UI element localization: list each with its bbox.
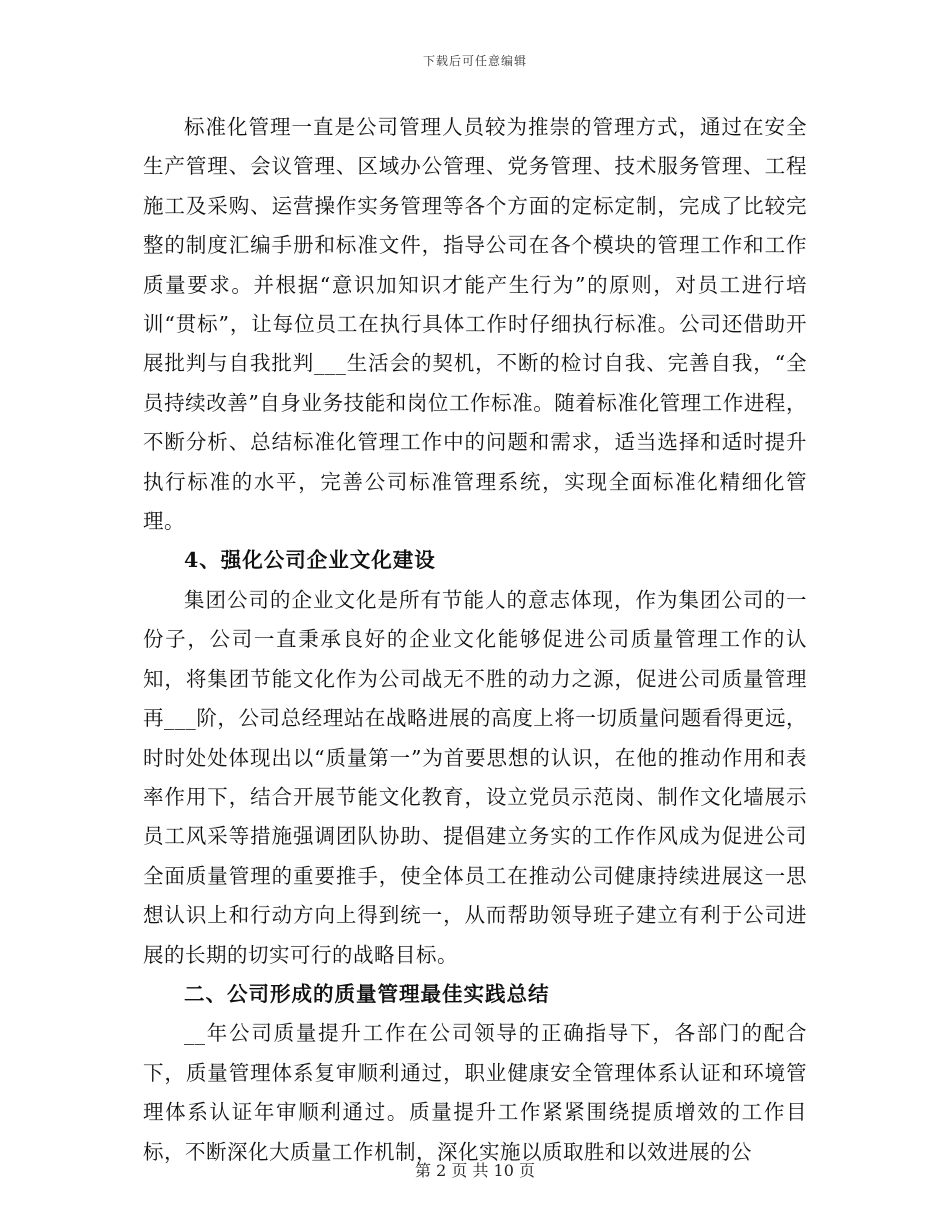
document-body [143,108,807,1172]
page-header: 下载后可任意编辑 [422,54,527,68]
paragraph-standardization: 标准化管理一直是公司管理人员较为推崇的管理方式，通过在安全生产管理、会议管理、区域办公管理、党务管理、技术服务管理、工程施工及采购、运营操作实务管理等各个方面的定标定制，完成了比较完整的制度汇编手册和标准文件，指导公司在各个模块的管理工作和工作质量要求。并根据“意识加知识才能产生行为”的原则，对员工进行培训“贯标”，让每位员工在执行具体工作时仔细执行标准。公司还借助开展批判与自我批判___生活会的契机，不断的检讨自我、完善自我，“全员持续改善”自身业务技能和岗位工作标准。随着标准化管理工作进程，不断分析、总结标准化管理工作中的问题和需求，适当选择和适时提升执行标准的水平，完善公司标准管理系统，实现全面标准化精细化管理。 [143,115,807,534]
paragraph-best-practices: __年公司质量提升工作在公司领导的正确指导下，各部门的配合下，质量管理体系复审顺利通过，职业健康安全管理体系认证和环境管理体系认证年审顺利通过。质量提升工作紧紧围绕提质增效的工作目标，不断深化大质量工作机制，深化实施以质取胜和以效进展的公 [143,1021,807,1164]
section-heading-best-practices: 二、公司形成的质量管理最佳实践总结 [184,981,550,1006]
paragraph-corporate-culture: 集团公司的企业文化是所有节能人的意志体现，作为集团公司的一份子，公司一直秉承良好的企业文化能够促进公司质量管理工作的认知，将集团节能文化作为公司战无不胜的动力之源，促进公司质量管理再___阶，公司总经理站在战略进展的高度上将一切质量问题看得更远，时时处处体现出以“质量第一”为首要思想的认识，在他的推动作用和表率作用下，结合开展节能文化教育，设立党员示范岗、制作文化墙展示员工风采等措施强调团队协助、提倡建立务实的工作作风成为促进公司全面质量管理的重要推手，使全体员工在推动公司健康持续进展这一思想认识上和行动方向上得到统一，从而帮助领导班子建立有利于公司进展的长期的切实可行的战略目标。 [143,587,807,967]
section-heading-corporate-culture: 4、强化公司企业文化建设 [184,548,436,573]
page-footer: 第 2 页 共 10 页 [415,1161,535,1180]
